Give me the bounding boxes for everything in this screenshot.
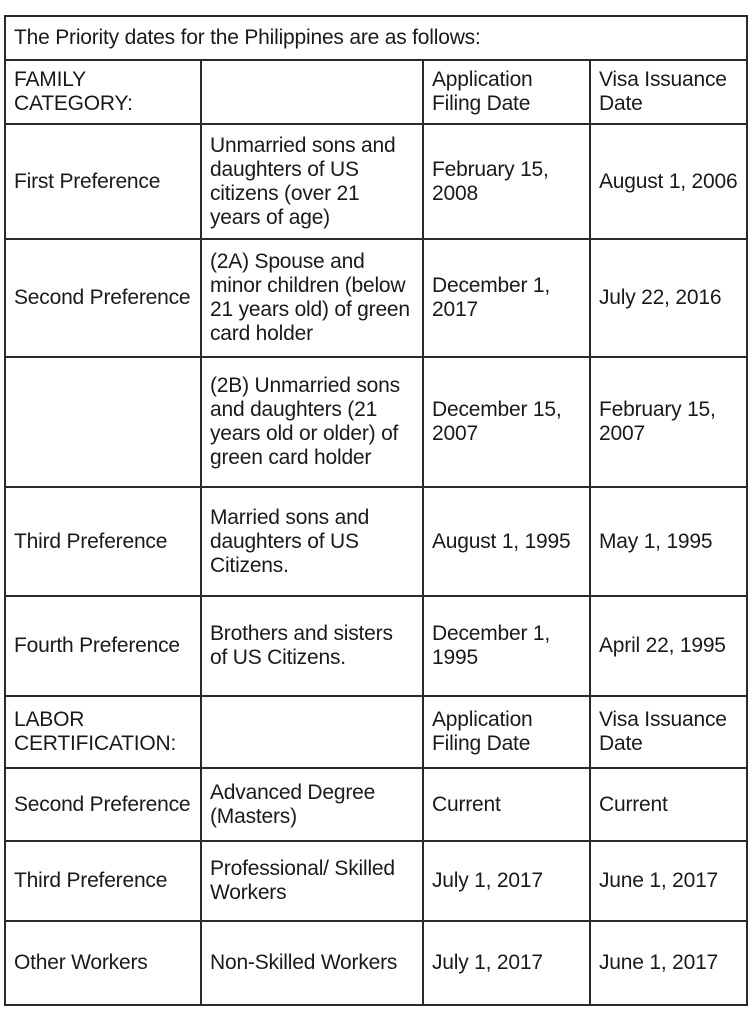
description-cell: (2A) Spouse and minor children (below 21 years old) of green card holder — [201, 239, 423, 357]
family-header-row — [5, 60, 747, 124]
table-row — [5, 357, 747, 487]
visa-date-cell: February 15, 2007 — [590, 357, 747, 487]
title-row — [5, 16, 747, 60]
preference-cell — [5, 357, 201, 487]
preference-cell: Third Preference — [5, 487, 201, 596]
priority-dates-table — [4, 15, 748, 1006]
preference-cell: Fourth Preference — [5, 596, 201, 696]
preference-cell: Other Workers — [5, 921, 201, 1005]
filing-date-cell: February 15, 2008 — [423, 124, 590, 239]
table-title: The Priority dates for the Philippines are as follows: — [5, 16, 747, 60]
description-cell: Brothers and sisters of US Citizens. — [201, 596, 423, 696]
visa-date-header: Visa Issuance Date — [590, 696, 747, 768]
filing-date-cell: December 1, 2017 — [423, 239, 590, 357]
filing-date-cell: Current — [423, 768, 590, 841]
filing-date-cell: December 1, 1995 — [423, 596, 590, 696]
filing-date-cell: December 15, 2007 — [423, 357, 590, 487]
family-category-header: FAMILY CATEGORY: — [5, 60, 201, 124]
table-row — [5, 768, 747, 841]
table-row — [5, 487, 747, 596]
filing-date-header: Application Filing Date — [423, 696, 590, 768]
filing-date-header: Application Filing Date — [423, 60, 590, 124]
table-row — [5, 841, 747, 921]
visa-date-cell: June 1, 2017 — [590, 921, 747, 1005]
description-cell: Advanced Degree (Masters) — [201, 768, 423, 841]
visa-date-cell: May 1, 1995 — [590, 487, 747, 596]
description-cell: Unmarried sons and daughters of US citizens (over 21 years of age) — [201, 124, 423, 239]
visa-date-cell: July 22, 2016 — [590, 239, 747, 357]
empty-header-cell — [201, 696, 423, 768]
visa-date-cell: Current — [590, 768, 747, 841]
table-row — [5, 921, 747, 1005]
preference-cell: Second Preference — [5, 239, 201, 357]
empty-header-cell — [201, 60, 423, 124]
description-cell: Non-Skilled Workers — [201, 921, 423, 1005]
filing-date-cell: July 1, 2017 — [423, 921, 590, 1005]
table-row — [5, 124, 747, 239]
labor-certification-header: LABOR CERTIFICATION: — [5, 696, 201, 768]
description-cell: (2B) Unmarried sons and daughters (21 years old or older) of green card holder — [201, 357, 423, 487]
filing-date-cell: August 1, 1995 — [423, 487, 590, 596]
visa-date-header: Visa Issuance Date — [590, 60, 747, 124]
preference-cell: Third Preference — [5, 841, 201, 921]
labor-header-row — [5, 696, 747, 768]
visa-date-cell: June 1, 2017 — [590, 841, 747, 921]
table-row — [5, 596, 747, 696]
table-row — [5, 239, 747, 357]
visa-date-cell: April 22, 1995 — [590, 596, 747, 696]
preference-cell: First Preference — [5, 124, 201, 239]
description-cell: Married sons and daughters of US Citizens. — [201, 487, 423, 596]
visa-date-cell: August 1, 2006 — [590, 124, 747, 239]
description-cell: Professional/ Skilled Workers — [201, 841, 423, 921]
filing-date-cell: July 1, 2017 — [423, 841, 590, 921]
preference-cell: Second Preference — [5, 768, 201, 841]
